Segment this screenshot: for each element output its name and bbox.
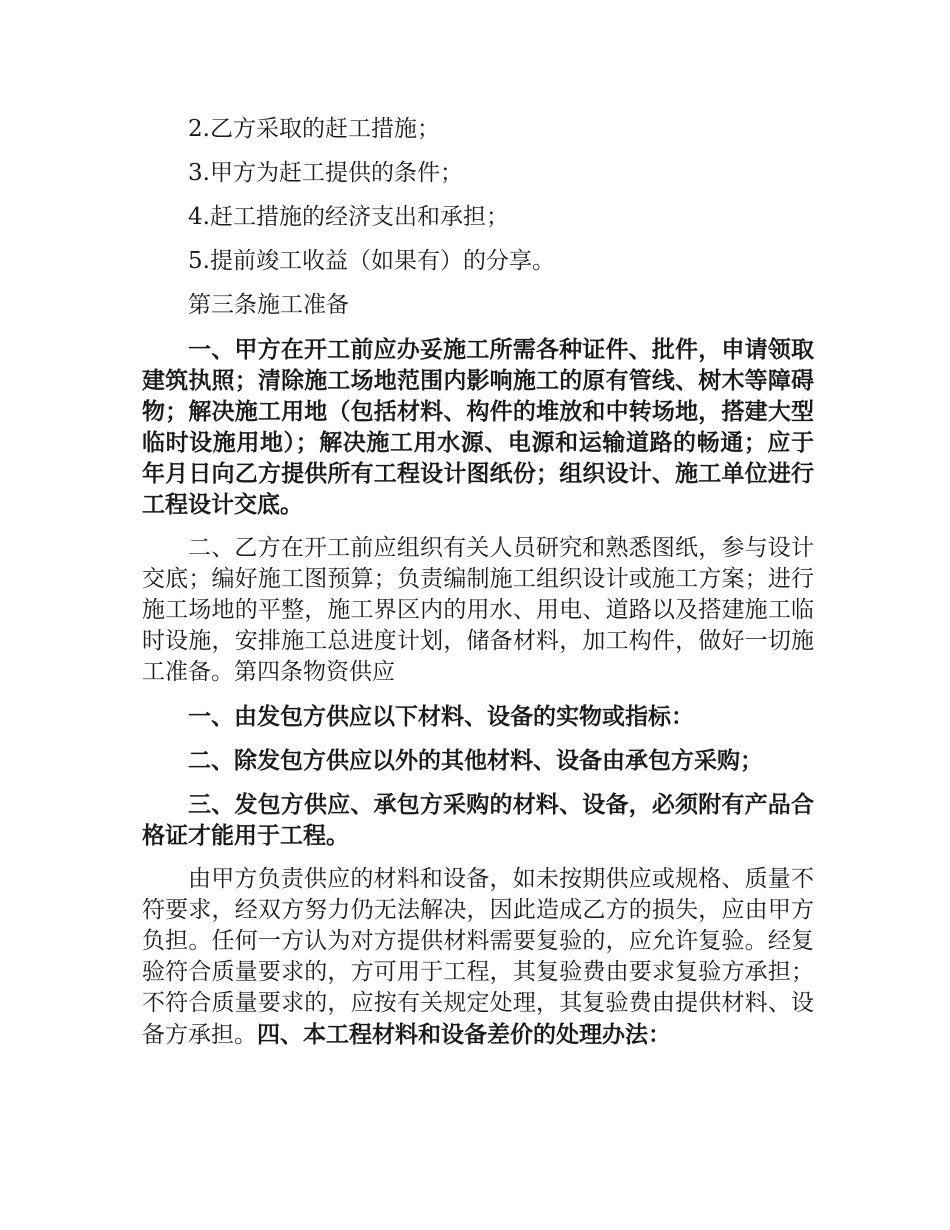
article-4-item-1: 一、由发包方供应以下材料、设备的实物或指标：	[188, 703, 694, 730]
list-item-3: 3.甲方为赶工提供的条件；	[188, 160, 463, 186]
list-item-2: 2.乙方采取的赶工措施；	[188, 116, 440, 142]
article-4-paragraph-text: 由甲方负责供应的材料和设备，如未按期供应或规格、质量不符要求，经双方努力仍无法解决，因此造成乙方的损失，应由甲方负担。任何一方认为对方提供材料需要复验的，应允许复验。经复验符合质量要求的，方可用于工程，其复验费由要求复验方承担；不符合质量要求的，应按有关规定处理，其复验费由提供材料、设备方承担。	[142, 866, 814, 1048]
article-3-paragraph-2	[142, 533, 814, 688]
article-4-item-2: 二、除发包方供应以外的其他材料、设备由承包方采购；	[188, 747, 763, 774]
article-3-heading: 第三条施工准备	[188, 292, 349, 318]
article-3-paragraph-1: 一、甲方在开工前应办妥施工所需各种证件、批件，申请领取建筑执照；清除施工场地范围内影响施工的原有管线、树木等障碍物；解决施工用地（包括材料、构件的堆放和中转场地，搭建大型临时设施用地）；解决施工用水源、电源和运输道路的畅通；应于年月日向乙方提供所有工程设计图纸份；组织设计、施工单位进行工程设计交底。	[142, 336, 814, 518]
article-4-item-3: 三、发包方供应、承包方采购的材料、设备，必须附有产品合格证才能用于工程。	[142, 791, 814, 849]
list-item-4: 4.赶工措施的经济支出和承担；	[188, 204, 509, 230]
article-4-item-4: 四、本工程材料和设备差价的处理办法：	[257, 1021, 671, 1048]
article-4-heading: 第四条物资供应	[234, 659, 395, 685]
article-3-paragraph-2-text: 二、乙方在开工前应组织有关人员研究和熟悉图纸，参与设计交底；编好施工图预算；负责编制施工组织设计或施工方案；进行施工场地的平整，施工界区内的用水、用电、道路以及搭建施工临时设施，安排施工总进度计划，储备材料，加工构件，做好一切施工准备。	[142, 535, 814, 685]
document-page	[142, 108, 814, 1064]
article-4-paragraph	[142, 864, 814, 1051]
list-item-5: 5.提前竣工收益（如果有）的分享。	[188, 248, 555, 274]
